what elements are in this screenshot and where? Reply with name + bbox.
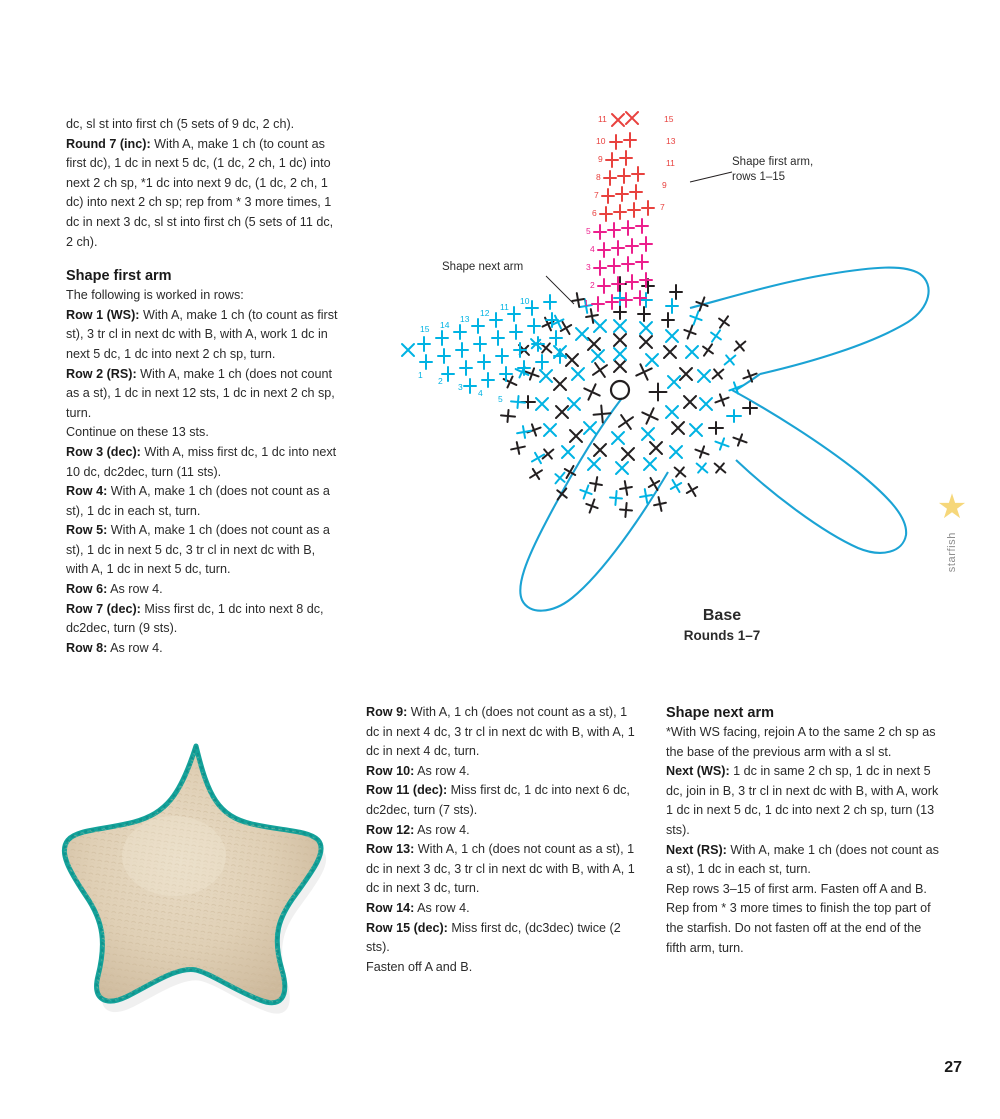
svg-text:7: 7 [594, 190, 599, 200]
paragraph-text: As row 4. [414, 900, 470, 915]
paragraph-text: With A, 1 ch (does not count as a st), 1 dc in next 4 dc, 3 tr cl in next dc with B, with A, 1 dc in next 4 dc, turn. [366, 705, 635, 759]
svg-text:7: 7 [660, 202, 665, 212]
spacer [66, 252, 338, 266]
svg-text:1: 1 [584, 298, 589, 308]
paragraph-text: Miss first dc, 1 dc into next 6 dc, dc2dec, turn (7 sts). [366, 783, 630, 817]
paragraph-lead: Row 4: [66, 484, 108, 499]
paragraph-text: Rep rows 3–15 of first arm. Fasten off A and B. [666, 881, 927, 896]
svg-text:4: 4 [590, 244, 595, 254]
paragraph-text: As row 4. [107, 640, 163, 655]
star-icon: ★ [936, 488, 968, 526]
paragraph-text: Fasten off A and B. [366, 959, 473, 974]
paragraph-text: As row 4. [414, 822, 470, 837]
starfish-photo-svg [46, 716, 346, 1016]
paragraph-text: With A, make 1 ch (does not count as a st), 1 dc in next 12 sts, 1 dc in next 2 ch sp, turn. [66, 366, 335, 420]
paragraph [66, 639, 338, 659]
paragraph-lead: Next (WS): [666, 764, 730, 779]
paragraph-text: The following is worked in rows: [66, 288, 244, 303]
svg-text:3: 3 [458, 382, 463, 392]
base-stitch-rings [501, 277, 759, 517]
paragraph [366, 840, 638, 899]
paragraph [66, 135, 338, 253]
chart-label-base-rounds: Rounds 1–7 [683, 628, 761, 643]
paragraph [666, 841, 944, 880]
paragraph-text: With A, make 1 ch (to count as first dc), 1 dc in next 5 dc, (1 dc, 2 ch, 1 dc) into next 2 ch sp, *1 dc into next 9 dc, (1 dc, 2 ch, 1 dc) into next 2 ch sp; rep from * 3 more times, 1 dc in next 3 dc, sl st into first ch (5 sets of 11 dc, 2 ch). [66, 136, 334, 249]
paragraph [66, 423, 338, 443]
paragraph [66, 306, 338, 365]
paragraph-lead: Row 9: [366, 705, 408, 719]
svg-text:14: 14 [440, 320, 450, 330]
svg-text:11: 11 [666, 158, 675, 168]
svg-text:15: 15 [420, 324, 430, 334]
paragraph-lead: Row 15 (dec): [366, 920, 448, 935]
svg-text:13: 13 [666, 136, 676, 146]
paragraph-text: With A, make 1 ch (does not count as a st), 1 dc in each st, turn. [66, 484, 330, 518]
paragraph [366, 899, 638, 919]
section-heading-shape-first-arm: Shape first arm [66, 268, 172, 285]
paragraph-text: With A, 1 ch (does not count as a st), 1 dc in next 3 dc, 3 tr cl in next dc with B, with A, 1 dc in next 3 dc, turn. [366, 842, 635, 896]
paragraph [366, 958, 638, 978]
first-arm-chart [584, 112, 676, 311]
svg-text:11: 11 [598, 114, 607, 124]
paragraph-text: *With WS facing, rejoin A to the same 2 ch sp as the base of the previous arm with a sl st. [666, 725, 936, 759]
section-heading-shape-next-arm: Shape next arm [666, 705, 774, 721]
paragraph-lead: Row 3 (dec): [66, 444, 141, 459]
paragraph [66, 580, 338, 600]
paragraph-lead: Row 11 (dec): [366, 783, 448, 798]
paragraph [666, 899, 944, 958]
paragraph [366, 821, 638, 841]
svg-text:5: 5 [498, 394, 503, 404]
side-tab-starfish [922, 490, 982, 572]
paragraph [366, 919, 638, 958]
text-column-middle [366, 703, 638, 977]
paragraph [66, 482, 338, 521]
chart-label-first-arm [732, 155, 842, 185]
svg-text:15: 15 [664, 114, 674, 124]
paragraph-text: 1 dc in same 2 ch sp, 1 dc in next 5 dc, join in B, 3 tr cl in next dc with B, with A, work 1 dc in next 5 dc, 1 dc into next 2 ch sp, turn (13 sts). [666, 764, 939, 837]
paragraph [66, 365, 338, 424]
paragraph-text: dc, sl st into first ch (5 sets of 9 dc, 2 ch). [66, 117, 295, 131]
paragraph-lead: Row 6: [66, 582, 108, 597]
chart-svg [360, 60, 980, 690]
svg-text:8: 8 [596, 172, 601, 182]
svg-text:1: 1 [418, 370, 423, 380]
chart-label-next-arm: Shape next arm [442, 261, 524, 273]
svg-text:9: 9 [662, 180, 667, 190]
svg-text:3: 3 [586, 262, 591, 272]
paragraph-text: With A, make 1 ch (does not count as a st), 1 dc in next 5 dc, 3 tr cl in next dc with B, with A, 1 dc in next 5 dc, turn. [66, 523, 330, 577]
paragraph-lead: Row 1 (WS): [66, 307, 140, 322]
page-number: 27 [944, 1059, 962, 1076]
paragraph-lead: Row 7 (dec): [66, 601, 141, 616]
paragraph-lead: Row 8: [66, 640, 108, 655]
paragraph [366, 781, 638, 820]
paragraph-text: As row 4. [414, 763, 470, 778]
paragraph [666, 723, 944, 762]
svg-text:12: 12 [480, 308, 490, 318]
paragraph-lead: Row 5: [66, 523, 108, 538]
svg-text:10: 10 [596, 136, 606, 146]
chart-label-base-title: Base [702, 607, 742, 624]
paragraph [366, 762, 638, 782]
paragraph-lead: Row 10: [366, 763, 415, 778]
svg-text:9: 9 [598, 154, 603, 164]
paragraph-lead: Next (RS): [666, 842, 727, 857]
svg-text:2: 2 [438, 376, 443, 386]
paragraph [666, 880, 944, 900]
paragraph [366, 703, 638, 762]
crochet-chart-diagram [360, 60, 980, 690]
paragraph [66, 521, 338, 580]
svg-text:13: 13 [460, 314, 470, 324]
paragraph-lead: Row 2 (RS): [66, 366, 137, 381]
paragraph [66, 115, 338, 135]
paragraph-text: Miss first dc, (dc3dec) twice (2 sts). [366, 920, 621, 955]
paragraph [666, 762, 944, 840]
paragraph-text: With A, make 1 ch (does not count as a st), 1 dc in each st, turn. [666, 842, 939, 877]
chart-label-first-arm-line1: Shape first arm, [732, 156, 814, 168]
text-column-right [666, 703, 944, 958]
chart-label-first-arm-line2: rows 1–15 [732, 171, 786, 183]
paragraph-lead: Row 13: [366, 842, 415, 857]
paragraph-text: As row 4. [107, 582, 163, 597]
paragraph-text: With A, miss first dc, 1 dc into next 10 dc, dc2dec, turn (11 sts). [66, 444, 337, 479]
paragraph-text: Miss first dc, 1 dc into next 8 dc, dc2dec, turn (9 sts). [66, 601, 324, 636]
svg-text:11: 11 [500, 302, 509, 312]
paragraph-text: With A, make 1 ch (to count as first st), 3 tr cl in next dc with B, with A, work 1 dc in next 5 dc, 1 dc into next 2 ch sp, turn. [66, 307, 338, 361]
side-tab-label: starfish [946, 532, 958, 573]
svg-text:5: 5 [586, 226, 591, 236]
svg-text:10: 10 [520, 296, 530, 306]
paragraph [66, 443, 338, 482]
text-column-left [66, 115, 338, 658]
svg-text:2: 2 [590, 280, 595, 290]
paragraph-lead: Round 7 (inc): [66, 136, 151, 151]
starfish-photo [46, 716, 346, 1016]
paragraph [66, 600, 338, 639]
chart-label-base [642, 606, 802, 646]
paragraph-lead: Row 12: [366, 822, 415, 837]
svg-text:4: 4 [478, 388, 483, 398]
paragraph [66, 286, 338, 306]
paragraph-lead: Row 14: [366, 900, 415, 915]
svg-text:6: 6 [592, 208, 597, 218]
row-number-labels-first-arm [584, 226, 595, 308]
paragraph-text: Rep from * 3 more times to finish the top part of the starfish. Do not fasten off at the end of the fifth arm, turn. [666, 901, 931, 955]
paragraph-text: Continue on these 13 sts. [66, 425, 209, 440]
row-number-labels-next-arm [418, 296, 530, 404]
